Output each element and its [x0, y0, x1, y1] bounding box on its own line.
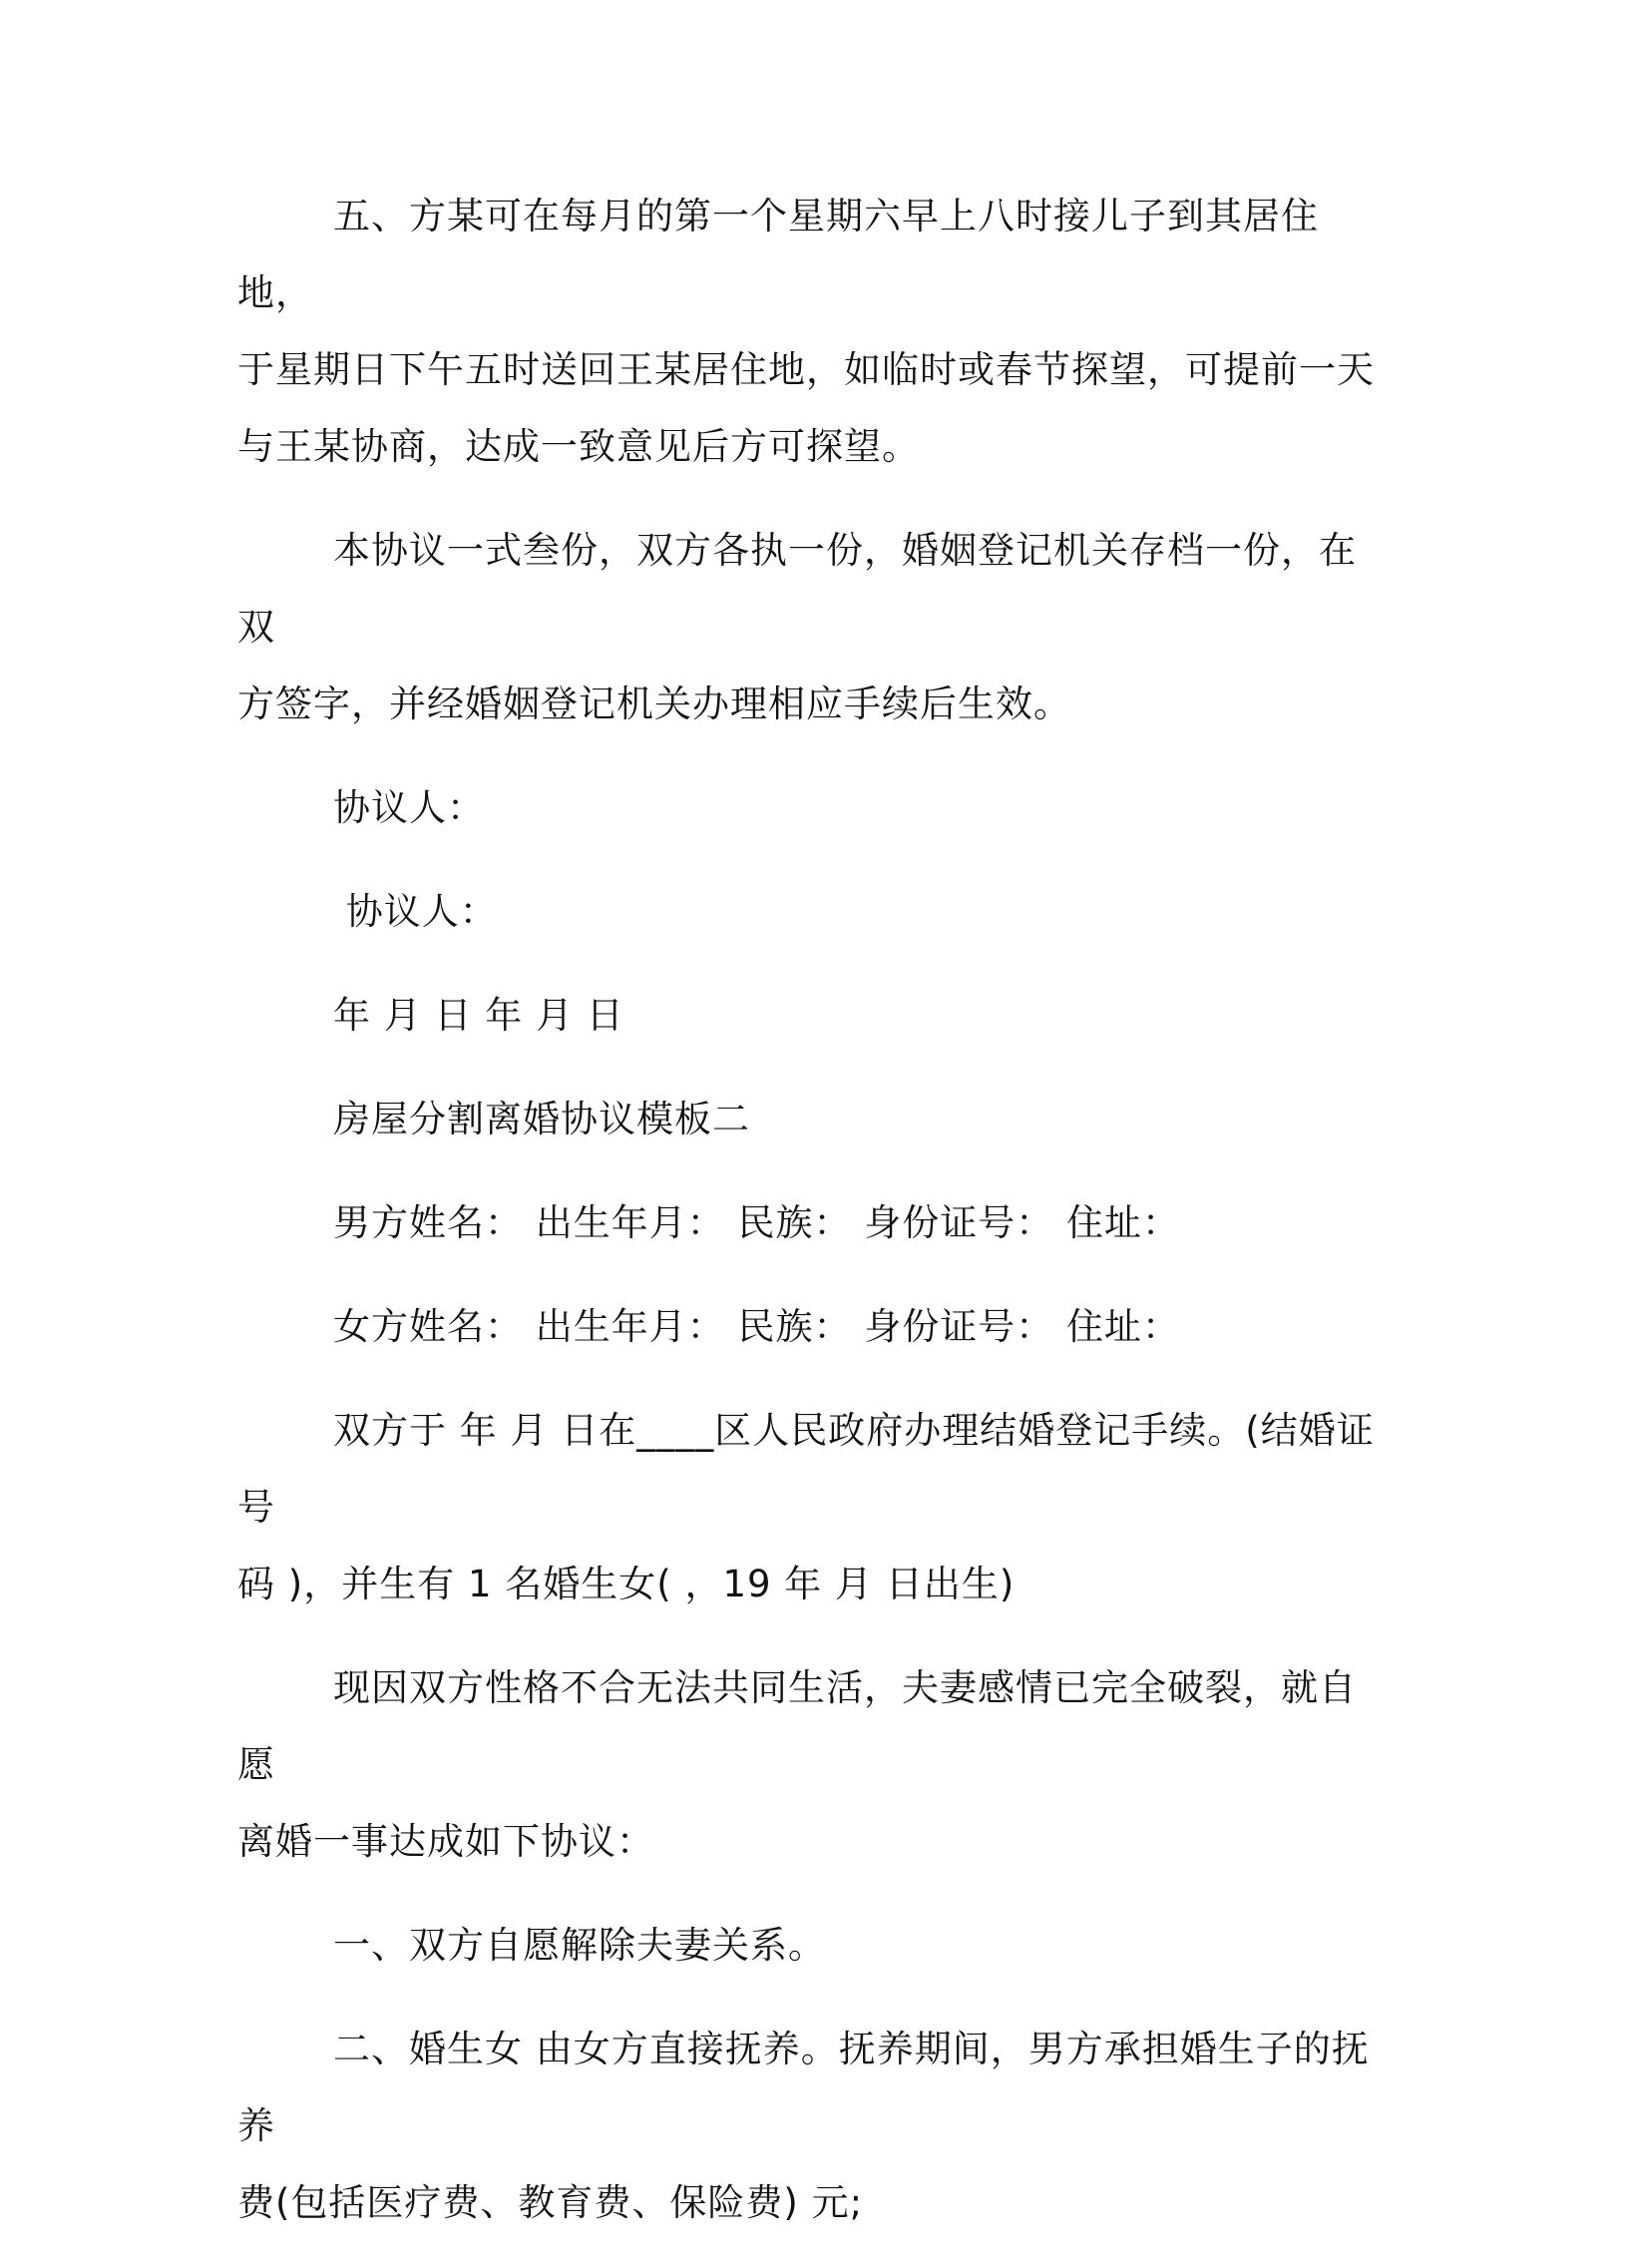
- text-line: 女方姓名： 出生年月： 民族： 身份证号： 住址：: [333, 1305, 1181, 1348]
- paragraph-clause-5: [237, 178, 1375, 485]
- paragraph-template-title: [237, 1081, 1375, 1157]
- paragraph-reason: [237, 1649, 1375, 1880]
- text-line: 现因双方性格不合无法共同生活，夫妻感情已完全破裂，就自愿: [237, 1666, 1357, 1786]
- paragraph-copies-clause: [237, 512, 1375, 742]
- text-line: 二、婚生女 由女方直接抚养。抚养期间，男方承担婚生子的抚养: [237, 2028, 1370, 2147]
- paragraph-dates: [237, 977, 1375, 1054]
- text-line: 与王某协商，达成一致意见后方可探望。: [237, 425, 920, 468]
- paragraph-female-info: [237, 1288, 1375, 1365]
- text-line: 五、方某可在每月的第一个星期六早上八时接儿子到其居住地，: [237, 195, 1319, 314]
- paragraph-clause-1: [237, 1907, 1375, 1984]
- text-line: 双方于 年 月 日在____区人民政府办理结婚登记手续。(结婚证号: [237, 1409, 1375, 1529]
- text-line: 离婚一事达成如下协议：: [237, 1820, 654, 1863]
- text-line: 协议人：: [333, 890, 498, 933]
- text-line: 本协议一式叁份，双方各执一份，婚姻登记机关存档一份，在双: [237, 529, 1357, 649]
- paragraph-clause-2: [237, 2011, 1375, 2241]
- document-body: [237, 178, 1375, 2268]
- text-line: 码 )，并生有 1 名婚生女( ，19 年 月 日出生): [237, 1563, 1016, 1605]
- paragraph-male-info: [237, 1184, 1375, 1261]
- text-line: 方签字，并经婚姻登记机关办理相应手续后生效。: [237, 682, 1071, 725]
- text-line: 一、双方自愿解除夫妻关系。: [333, 1924, 826, 1967]
- text-line: 年 月 日 年 月 日: [333, 994, 624, 1037]
- text-line: 协议人：: [333, 786, 485, 829]
- paragraph-marriage-registration: [237, 1392, 1375, 1622]
- paragraph-signatory-2: [237, 873, 1375, 950]
- text-line: 费(包括医疗费、教育费、保险费) 元;: [237, 2181, 864, 2224]
- text-line: 男方姓名： 出生年月： 民族： 身份证号： 住址：: [333, 1201, 1181, 1244]
- text-line: 房屋分割离婚协议模板二: [333, 1098, 750, 1140]
- text-line: 于星期日下午五时送回王某居住地，如临时或春节探望，可提前一天: [237, 348, 1375, 391]
- paragraph-signatory-1: [237, 769, 1375, 846]
